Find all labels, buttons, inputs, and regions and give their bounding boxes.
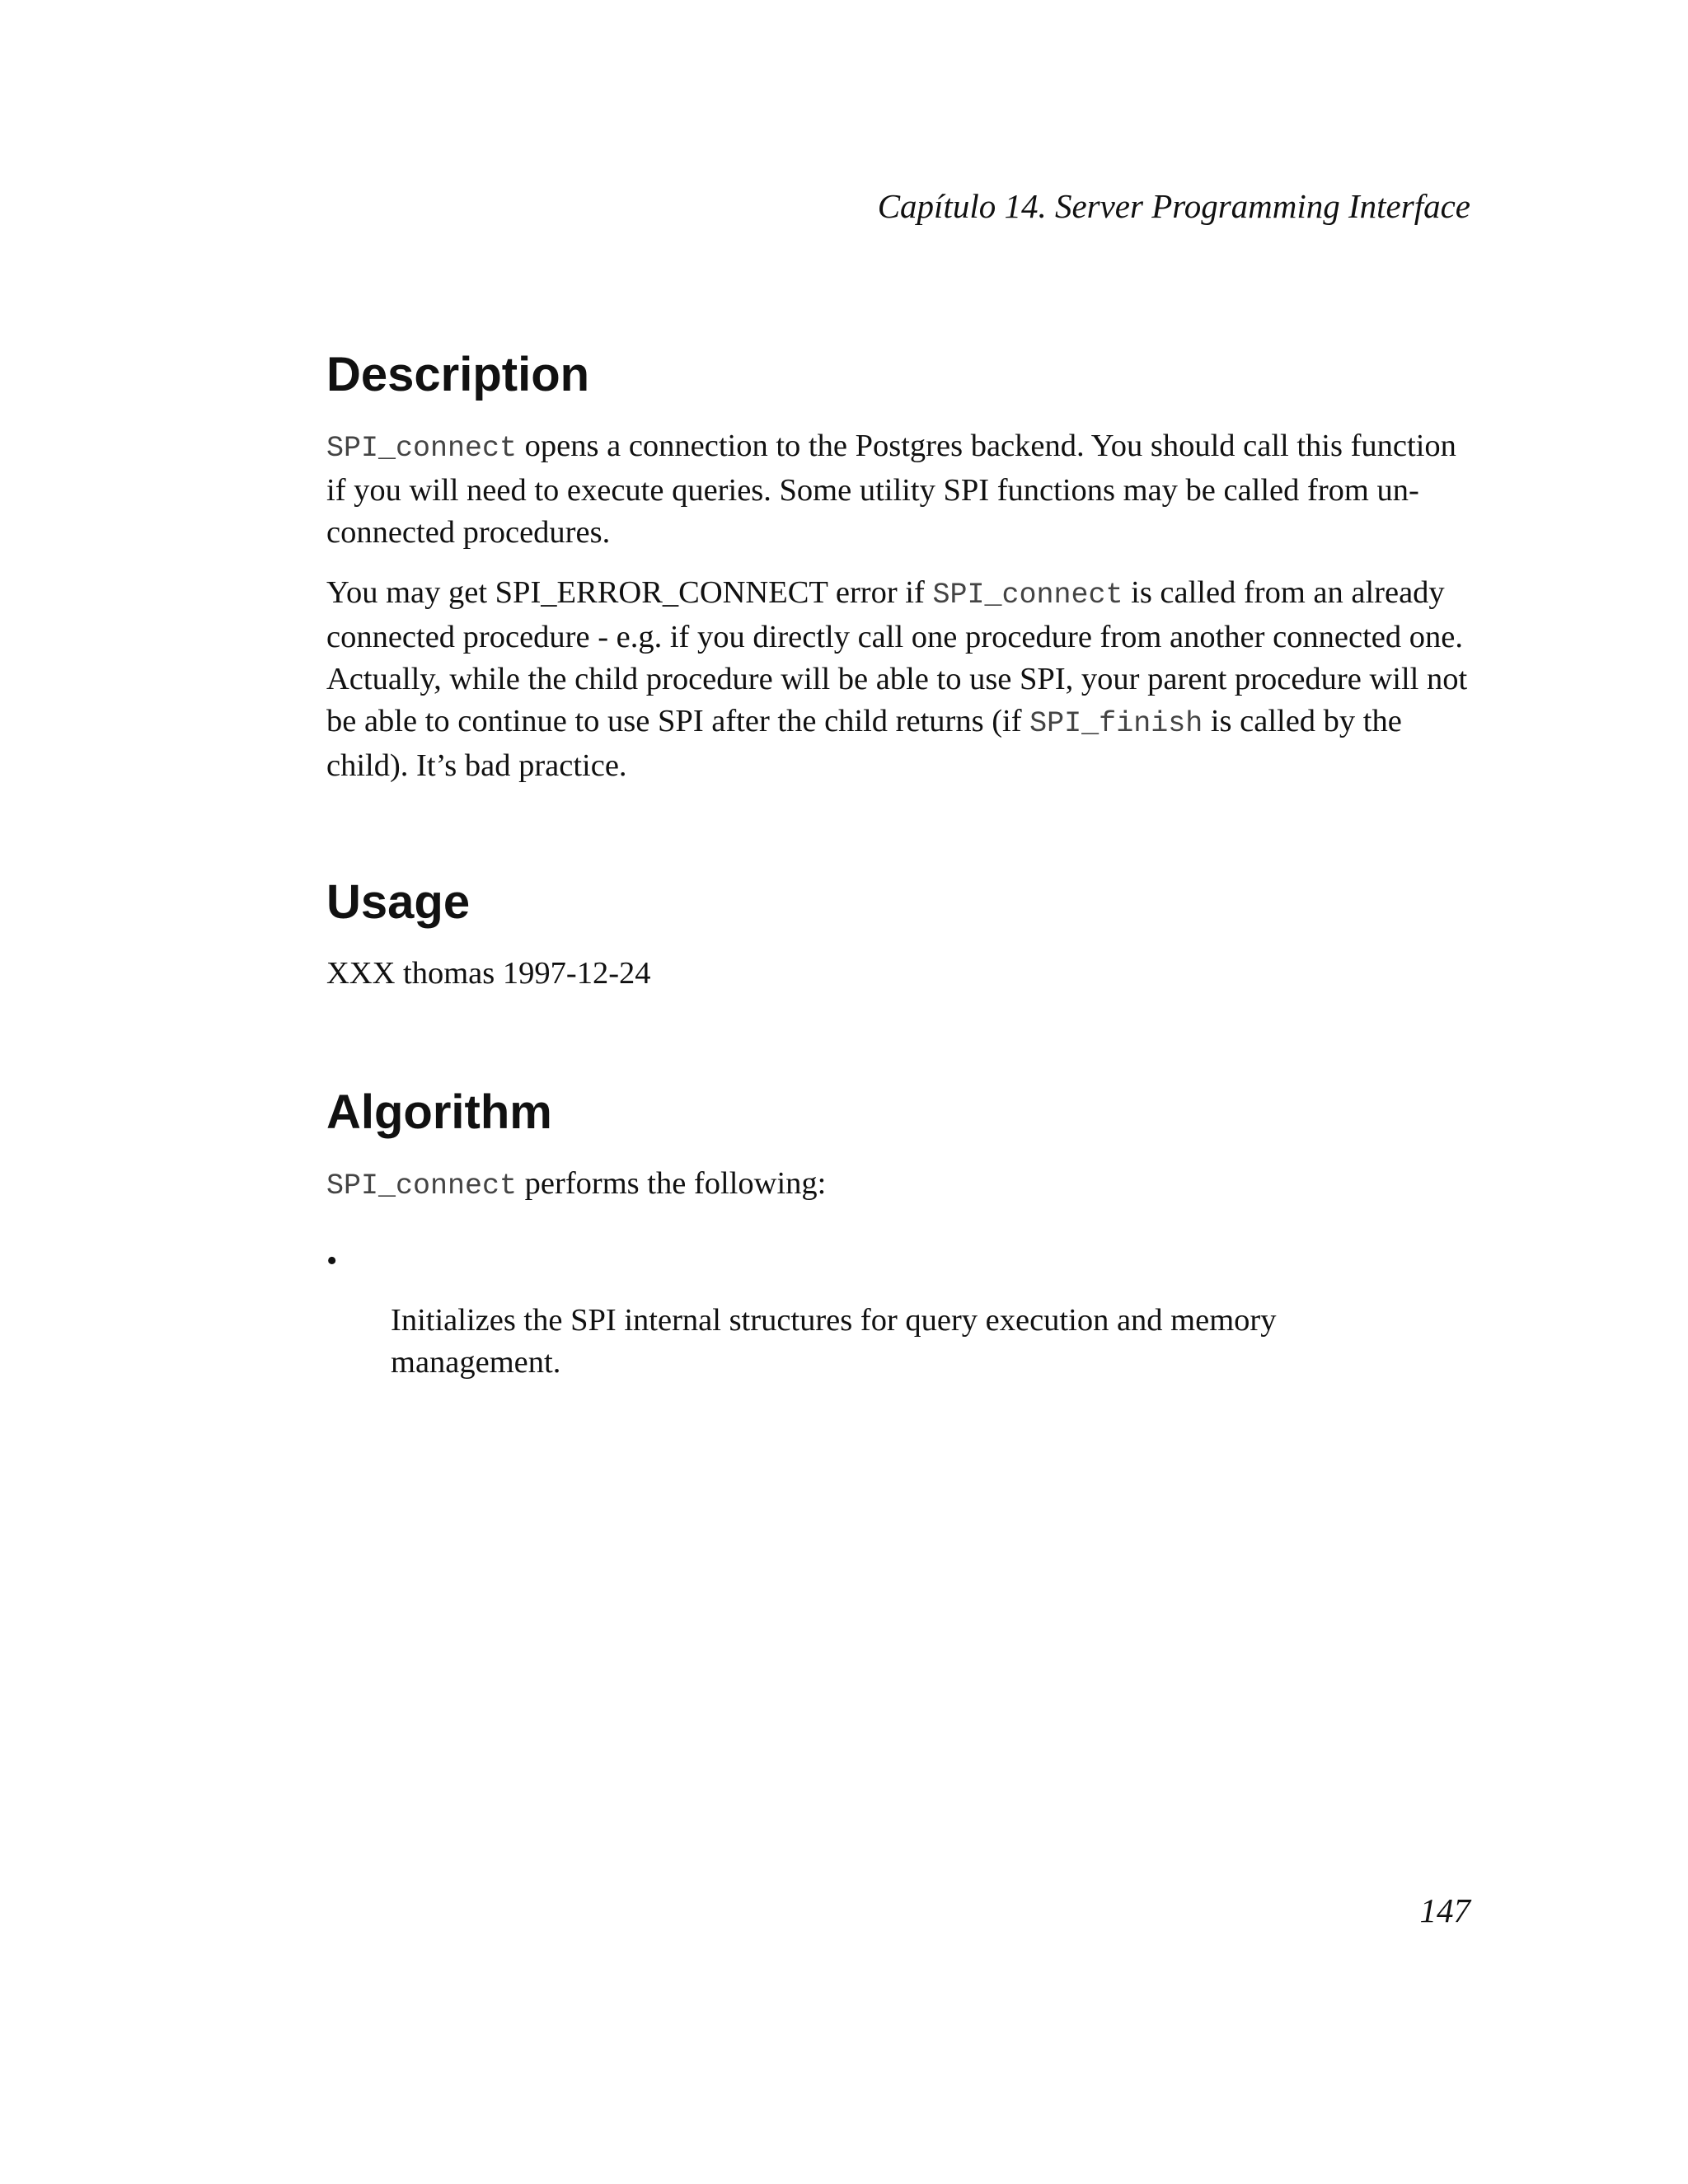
spi-connect-code: SPI_connect [932, 578, 1123, 612]
bullet-icon: • [326, 1243, 338, 1278]
usage-heading: Usage [326, 875, 471, 929]
usage-section [326, 874, 1474, 995]
usage-text: XXX thomas 1997-12-24 [326, 955, 651, 991]
description-p2-text-b: is called from an already connected procedure - e.g. if you directly call one procedure from another connected one. Actually, while the child procedure will be able to use SPI, your parent procedure will not be able to continue to use SPI after the child returns (if [326, 574, 1468, 738]
page-number: 147 [1419, 1891, 1470, 1929]
algorithm-intro [326, 1163, 1474, 1207]
description-section [326, 346, 1474, 787]
page-content [326, 346, 1474, 1380]
description-heading: Description [326, 348, 590, 401]
algorithm-heading: Algorithm [326, 1085, 552, 1139]
algorithm-section [326, 1084, 1474, 1384]
spi-connect-code: SPI_connect [326, 1169, 518, 1202]
spi-finish-code: SPI_finish [1029, 706, 1203, 740]
description-paragraph-1 [326, 425, 1474, 554]
running-header: Capítulo 14. Server Programming Interface [877, 187, 1470, 225]
spi-connect-code: SPI_connect [326, 431, 518, 465]
description-p1-text: opens a connection to the Postgres backend. You should call this function if you will need to execute queries. Some utility SPI functions may be called from un-connected procedures. [326, 428, 1456, 550]
description-paragraph-2 [326, 572, 1474, 787]
algorithm-step-list [326, 1240, 1474, 1384]
description-p2-text-a: You may get SPI_ERROR_CONNECT error if [326, 574, 933, 610]
description-p2-text-c: is called by the child). It’s bad practice. [326, 703, 1402, 783]
list-item: Initializes the SPI internal structures for query execution and memory management. [391, 1302, 1277, 1380]
algorithm-intro-text: performs the following: [517, 1165, 827, 1201]
